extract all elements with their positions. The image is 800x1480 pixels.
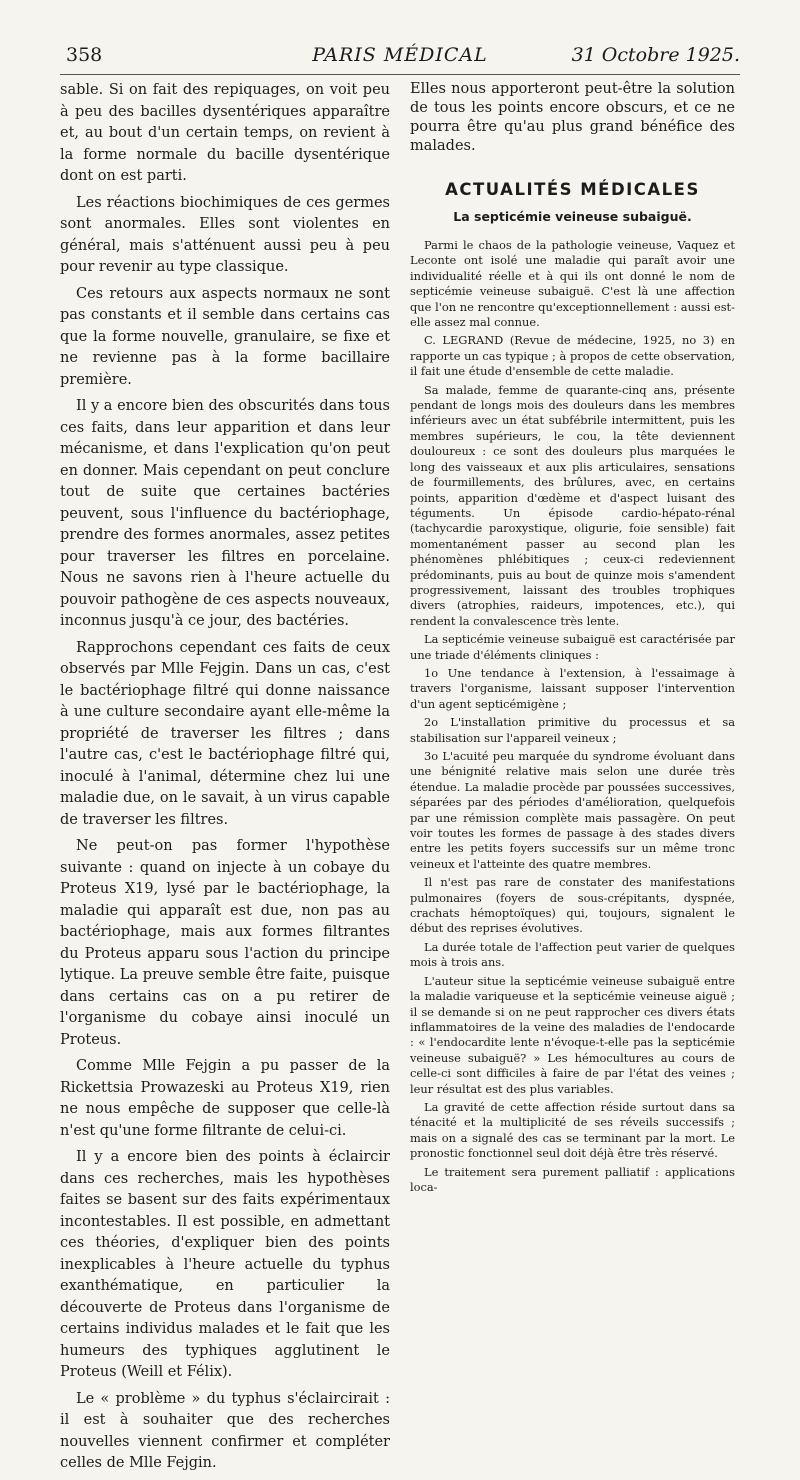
left-column xyxy=(60,80,390,1480)
list-item: 1o Une tendance à l'extension, à l'essaimage à travers l'organisme, laissant supposer l'intervention d'un agent septicémigène ; xyxy=(410,665,735,711)
paragraph: La septicémie veineuse subaiguë est caractérisée par une triade d'éléments cliniques : xyxy=(410,632,735,662)
paragraph: Il n'est pas rare de constater des manifestations pulmonaires (foyers de sous-crépitants, dyspnée, crachats hémoptoïques) qui, toujours, signalent le début des reprises évolutives. xyxy=(410,875,735,936)
paragraph: Ne peut-on pas former l'hypothèse suivante : quand on injecte à un cobaye du Proteus X19, lysé par le bactériophage, la maladie qui apparaît est due, non pas au bactériophage, mais aux formes filtrantes du Proteus apparu sous l'action du principe lytique. La preuve semble être faite, puisque dans certains cas on a pu retirer de l'organisme du cobaye ainsi inoculé un Proteus. xyxy=(60,838,390,1048)
paragraph: Les réactions biochimiques de ces germes sont anormales. Elles sont violentes en général, mais s'atténuent aussi peu à peu pour revenir au type classique. xyxy=(60,194,390,275)
paragraph: La gravité de cette affection réside surtout dans sa ténacité et la multiplicité de ses réveils successifs ; mais on a signalé des cas se terminant par la mort. Le pronostic fonctionnel seul doit déjà être très réservé. xyxy=(410,1099,735,1161)
paragraph: Il y a encore bien des points à éclaircir dans ces recherches, mais les hypothèses faites se basent sur des faits expérimentaux incontestables. Il est possible, en admettant ces théories, d'expliquer bien des points inexplicables à l'heure actuelle du typhus exanthématique, en particulier la découverte de Proteus dans l'organisme de certains individus malades et le fait que les humeurs des typhiques agglutinent le Proteus (Weill et Félix). xyxy=(60,1149,390,1380)
paragraph: sable. Si on fait des repiquages, on voit peu à peu des bacilles dysentériques apparaître et, au bout d'un certain temps, on revient à la forme normale du bacille dysentérique dont on est parti. xyxy=(60,82,390,184)
issue-date: 31 Octobre 1925. xyxy=(571,44,740,66)
paragraph: Le traitement sera purement palliatif : applications loca- xyxy=(410,1164,735,1194)
page-header xyxy=(60,44,740,75)
paragraph: Parmi le chaos de la pathologie veineuse, Vaquez et Leconte ont isolé une maladie qui paraît avoir une individualité réelle et à qui ils ont donné le nom de septicémie veineuse subaiguë. C'est là une affection que l'on ne rencontre qu'exceptionnellement : aussi est-elle assez mal connue. xyxy=(410,238,735,330)
paragraph: Comme Mlle Fejgin a pu passer de la Rickettsia Prowazeski au Proteus X19, rien ne nous empêche de supposer que celle-là n'est qu'une forme filtrante de celui-ci. xyxy=(60,1058,390,1139)
journal-title: PARIS MÉDICAL xyxy=(312,44,488,66)
list-item: 2o L'installation primitive du processus et sa stabilisation sur l'appareil veineux ; xyxy=(410,715,735,745)
paragraph: Ces retours aux aspects normaux ne sont pas constants et il semble dans certains cas que la forme nouvelle, granulaire, se fixe et ne revienne pas à la forme bacillaire première. xyxy=(60,285,390,388)
paragraph: Rapprochons cependant ces faits de ceux observés par Mlle Fejgin. Dans un cas, c'est le bactériophage filtré qui donne naissance à une culture secondaire ayant elle-même la propriété de traverser les filtres ; dans l'autre cas, c'est le bactériophage filtré qui, inoculé à l'animal, détermine chez lui une maladie due, on le savait, à un virus capable de traverser les filtres. xyxy=(60,639,390,828)
article-title: La septicémie veineuse subaiguë. xyxy=(453,209,692,224)
paragraph: Il y a encore bien des obscurités dans tous ces faits, dans leur apparition et dans leur mécanisme, et dans l'explication qu'on peut en donner. Mais cependant on peut conclure tout de suite que certaines bactéries peuvent, sous l'influence du bactériophage, prendre des formes anormales, assez petites pour traverser les filtres en porcelaine. Nous ne savons rien à l'heure actuelle du pouvoir pathogène de ces aspects nouveaux, inconnus jusqu'à ce jour, des bactéries. xyxy=(60,398,390,629)
right-column xyxy=(410,80,735,1198)
continuation-paragraph: Elles nous apporteront peut-être la solution de tous les points encore obscurs, et ce ne pourra être qu'au plus grand bénéfice des malades. xyxy=(410,81,735,154)
paragraph: C. LEGRAND (Revue de médecine, 1925, no 3) en rapporte un cas typique ; à propos de cette observation, il fait une étude d'ensemble de cette maladie. xyxy=(410,333,735,379)
paragraph: Le « problème » du typhus s'éclaircirait : il est à souhaiter que des recherches nouvelles viennent confirmer et compléter celles de Mlle Fejgin. xyxy=(60,1390,390,1471)
paragraph: Sa malade, femme de quarante-cinq ans, présente pendant de longs mois des douleurs dans les membres inférieurs avec un état subfébrile intermittent, puis les membres supérieurs, le cou, la tête deviennent douloureux : ce sont des douleurs plus marquées le long des vaisseaux et aux plis articulaires, sensations de fourmillements, des brûlures, avec, en certains points, apparition d'œdème et d'aspect luisant des téguments. Un épisode cardio-hépato-rénal (tachycardie paroxystique, oligurie, foie sensible) fait momentanément passer au second plan les phénomènes phlébitiques ; ceux-ci redeviennent prédominants, puis au bout de quinze mois s'amendent progressivement, laissant des troubles trophiques divers (atrophies, raideurs, impotences, etc.), qui rendent la convalescence très lente. xyxy=(410,382,735,628)
page-number: 358 xyxy=(66,44,103,66)
paragraph: L'auteur situe la septicémie veineuse subaiguë entre la maladie variqueuse et la septicémie veineuse aiguë ; il se demande si on ne peut rapprocher ces divers états inflammatoires de la veine des maladies de l'endocarde : « l'endocardite lente n'évoque-t-elle pas la septicémie veineuse subaiguë? » Les hémocultures au cours de celle-ci sont difficiles à faire de par l'état des veines ; leur résultat est des plus variables. xyxy=(410,973,735,1096)
paragraph: La durée totale de l'affection peut varier de quelques mois à trois ans. xyxy=(410,939,735,970)
section-title: ACTUALITÉS MÉDICALES xyxy=(445,180,700,199)
list-item: 3o L'acuité peu marquée du syndrome évoluant dans une bénignité relative mais selon une durée très étendue. La maladie procède par poussées successives, séparées par des périodes d'amélioration, quelquefois par une rémission complète mais passagère. On peut voir toutes les formes de passage à des stades divers entre les petits foyers successifs sur un même tronc veineux et l'atteinte des quatre membres. xyxy=(410,749,735,871)
